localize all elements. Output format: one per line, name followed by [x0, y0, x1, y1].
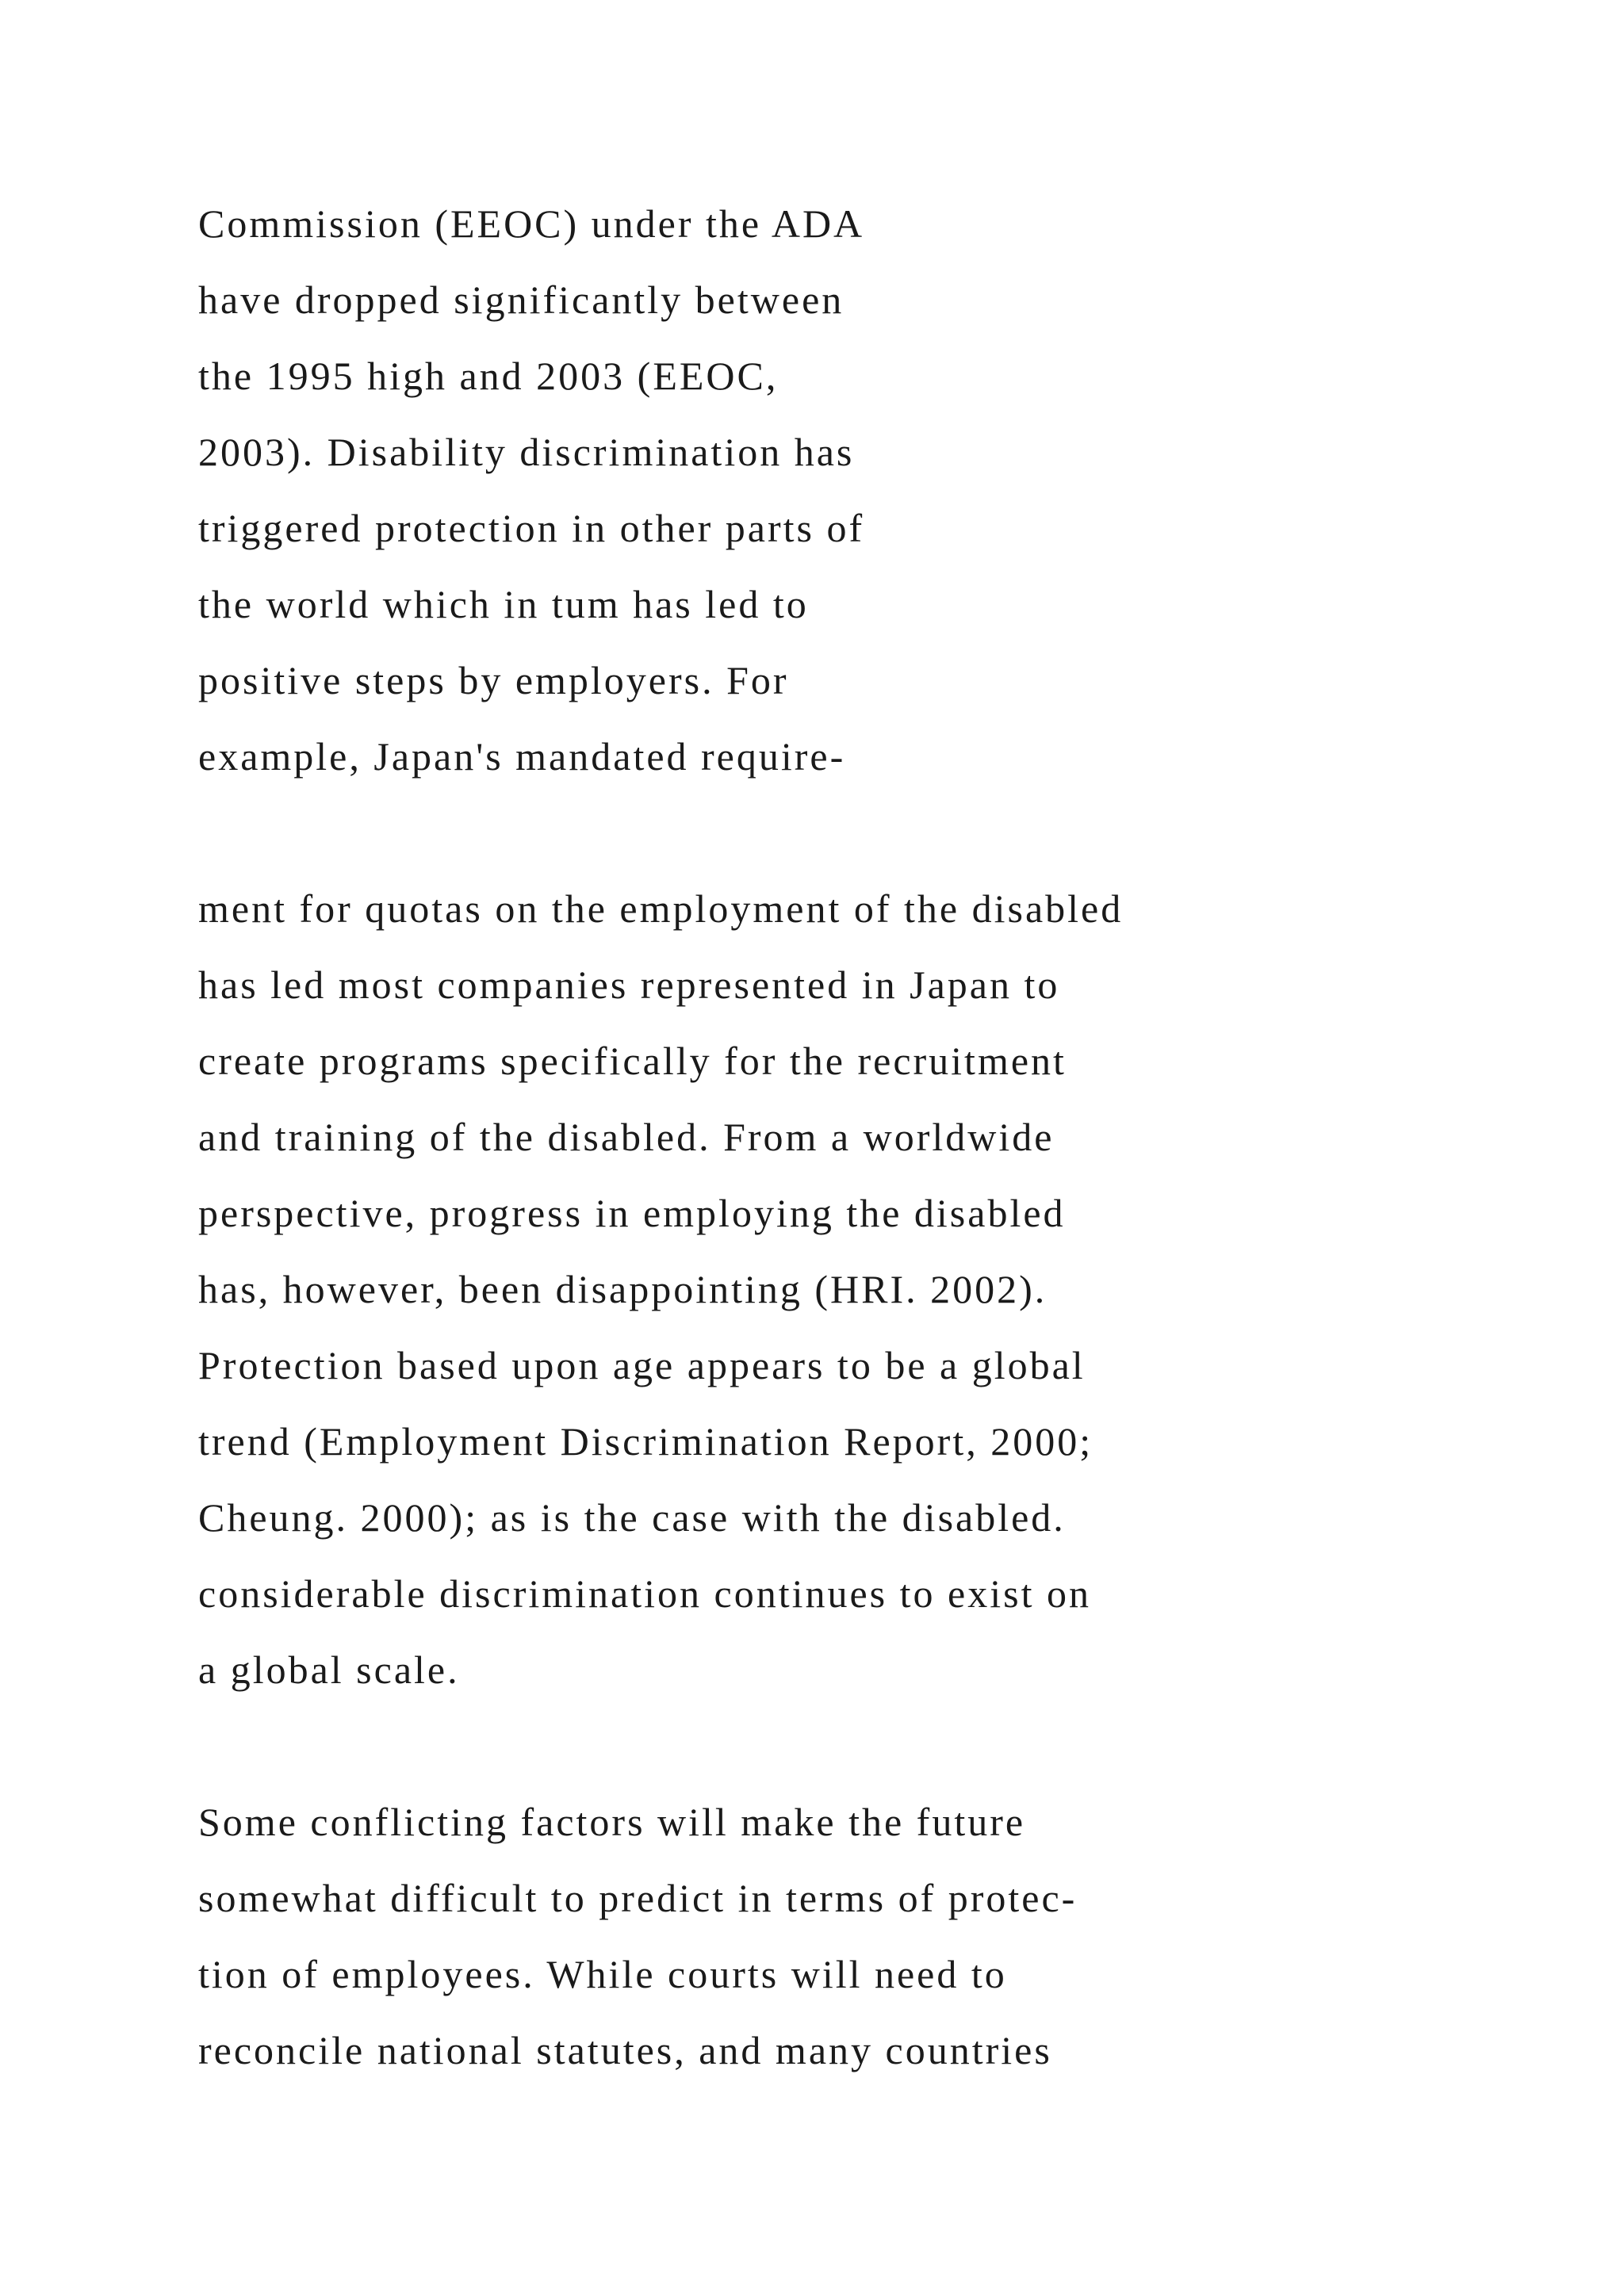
- text-line: the 1995 high and 2003 (EEOC,: [198, 354, 779, 398]
- paragraph-3: [198, 1784, 1077, 2088]
- text-line: has led most companies represented in Japan to: [198, 962, 1060, 1007]
- text-line: somewhat difficult to predict in terms of protec-: [198, 1876, 1078, 1920]
- text-line: example, Japan's mandated require-: [198, 734, 846, 779]
- paragraph-1: [198, 186, 864, 794]
- text-line: has, however, been disappointing (HRI. 2002).: [198, 1267, 1048, 1311]
- text-line: create programs specifically for the recruitment: [198, 1039, 1067, 1083]
- text-line: ment for quotas on the employment of the disabled: [198, 886, 1124, 931]
- text-line: positive steps by employers. For: [198, 658, 789, 702]
- text-line: have dropped significantly between: [198, 277, 845, 322]
- text-line: tion of employees. While courts will need to: [198, 1952, 1007, 1996]
- text-line: reconcile national statutes, and many countries: [198, 2028, 1052, 2072]
- text-line: a global scale.: [198, 1647, 460, 1692]
- text-line: Protection based upon age appears to be a global: [198, 1343, 1086, 1387]
- text-line: Cheung. 2000); as is the case with the disabled.: [198, 1495, 1066, 1540]
- text-line: trend (Employment Discrimination Report, 2000;: [198, 1419, 1094, 1464]
- text-line: 2003). Disability discrimination has: [198, 430, 855, 474]
- text-line: Commission (EEOC) under the ADA: [198, 201, 865, 246]
- text-line: Some conflicting factors will make the future: [198, 1800, 1026, 1844]
- paragraph-2: [198, 871, 1123, 1708]
- text-line: perspective, progress in employing the disabled: [198, 1191, 1066, 1235]
- text-line: considerable discrimination continues to exist on: [198, 1571, 1091, 1616]
- text-line: the world which in tum has led to: [198, 582, 809, 626]
- text-line: and training of the disabled. From a worldwide: [198, 1115, 1055, 1159]
- text-line: triggered protection in other parts of: [198, 506, 865, 550]
